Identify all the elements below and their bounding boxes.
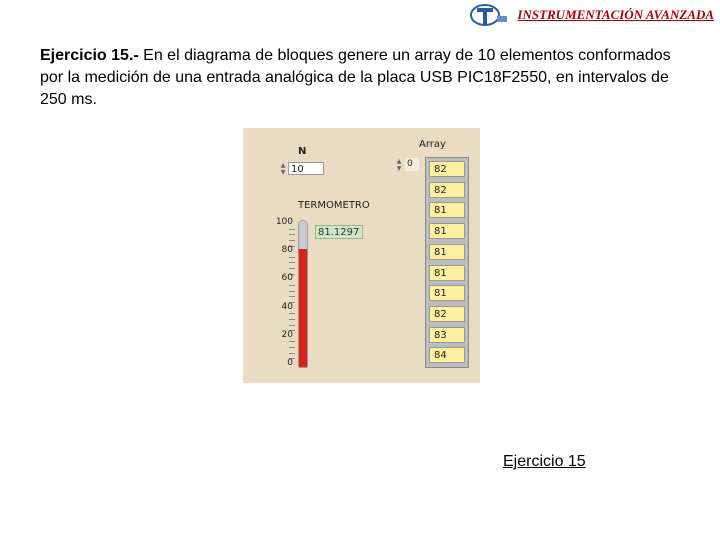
array-indicator <box>425 157 469 368</box>
array-index-input[interactable]: 0 <box>405 158 419 171</box>
array-element-1: 82 <box>429 182 465 198</box>
array-element-6: 81 <box>429 285 465 301</box>
n-control-label: N <box>298 146 307 157</box>
institution-logo-icon <box>469 2 509 28</box>
scale-minor-tick <box>289 313 295 314</box>
scale-tick-40: 40 <box>281 301 293 312</box>
array-element-9: 84 <box>429 347 465 363</box>
scale-minor-tick <box>289 240 295 241</box>
scale-tick-80: 80 <box>281 245 293 256</box>
exercise-text: En el diagrama de bloques genere un array de 10 elementos conformados por la medición de una entrada analógica de la placa USB PIC18F2550, en intervalos de 250 ms. <box>40 47 671 108</box>
scale-minor-tick <box>289 262 295 263</box>
exercise-number: Ejercicio 15.- <box>40 47 139 64</box>
scale-tick-100: 100 <box>275 217 293 227</box>
scale-minor-tick <box>289 257 295 258</box>
scale-minor-tick <box>289 296 295 297</box>
scale-minor-tick <box>289 234 295 235</box>
array-element-0: 82 <box>429 161 465 177</box>
scale-minor-tick <box>289 229 295 230</box>
array-element-2: 81 <box>429 202 465 218</box>
array-element-7: 82 <box>429 306 465 322</box>
scale-tick-20: 20 <box>281 329 293 340</box>
thermometer-value: 81.1297 <box>315 225 363 239</box>
scale-minor-tick <box>289 285 295 286</box>
scale-tick-60: 60 <box>281 273 293 284</box>
thermometer-tube <box>298 220 308 368</box>
n-stepper[interactable]: ▲ ▼ <box>280 162 286 176</box>
thermometer-empty-region <box>299 221 307 249</box>
scale-minor-tick <box>289 353 295 354</box>
scale-minor-tick <box>289 325 295 326</box>
thermometer-scale <box>273 216 295 376</box>
array-element-4: 81 <box>429 244 465 260</box>
array-element-3: 81 <box>429 223 465 239</box>
array-element-8: 83 <box>429 327 465 343</box>
exercise-instructions <box>40 45 690 111</box>
thermometer-fill <box>299 249 307 367</box>
array-element-5: 81 <box>429 265 465 281</box>
figure-caption: Ejercicio 15 <box>503 453 586 470</box>
array-label: Array <box>419 139 446 150</box>
header-title: INSTRUMENTACIÓN AVANZADA <box>517 7 714 22</box>
page-header <box>469 2 714 28</box>
scale-minor-tick <box>289 341 295 342</box>
thermometer-label: TERMOMETRO <box>298 200 370 211</box>
array-index-stepper[interactable]: ▲ ▼ <box>396 158 402 172</box>
front-panel <box>243 128 480 383</box>
scale-minor-tick <box>289 319 295 320</box>
scale-minor-tick <box>289 268 295 269</box>
scale-tick-0: 0 <box>287 358 293 368</box>
scale-minor-tick <box>289 347 295 348</box>
scale-minor-tick <box>289 291 295 292</box>
n-input[interactable]: 10 <box>288 162 324 175</box>
